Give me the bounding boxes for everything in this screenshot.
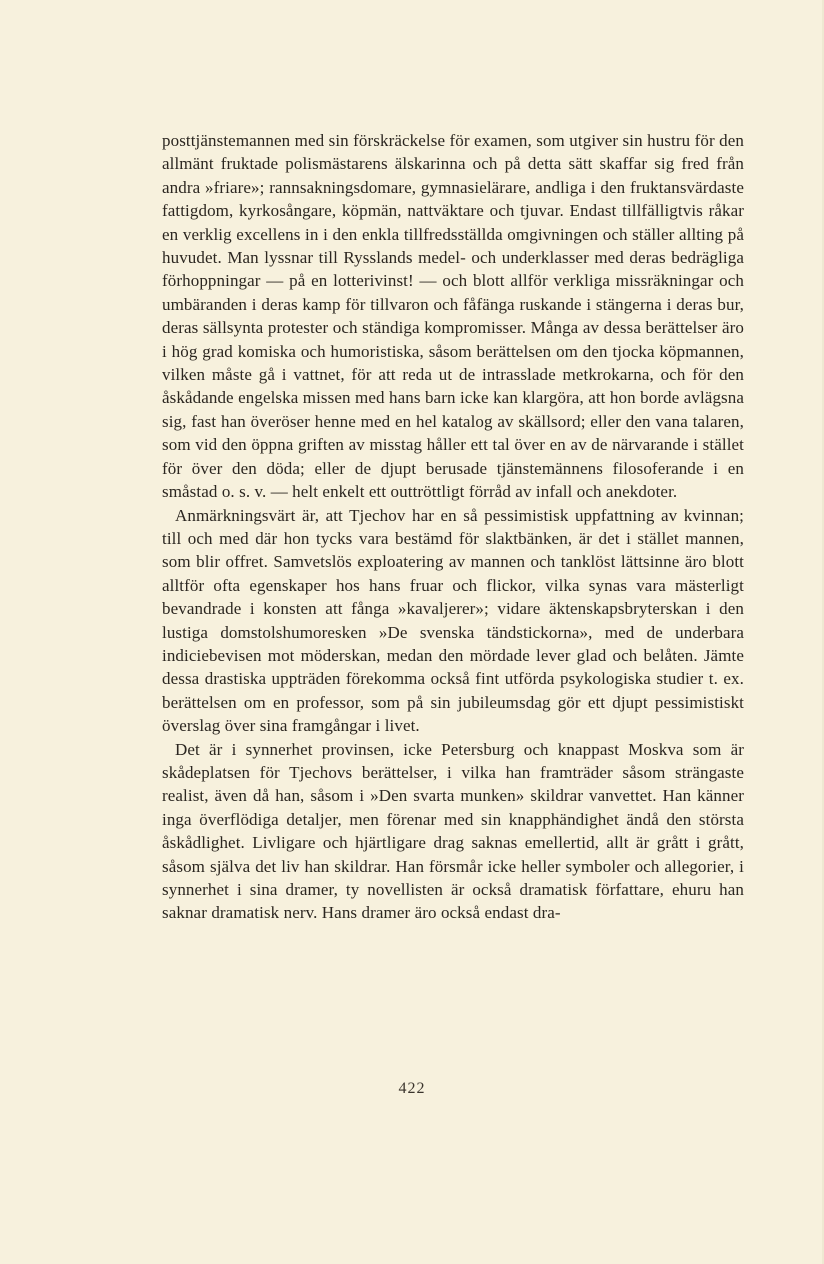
- paragraph-3: Det är i synnerhet provinsen, icke Petersburg och knappast Moskva som är skådeplatsen för Tjechovs berättelser, i vilka han framträder såsom strängaste realist, även då han, såsom i »Den svarta munken» skildrar vanvettet. Han känner inga överflödiga detaljer, men förenar med sin knapphändighet ändå den största åskådlighet. Livligare och hjärtligare drag saknas emellertid, allt är grått i grått, såsom själva det liv han skildrar. Han försmår icke heller symboler och allegorier, i synnerhet i sina dramer, ty novellisten är också dramatisk författare, ehuru han saknar dramatisk nerv. Hans dramer äro också endast dra-: [162, 739, 744, 923]
- body-text: [162, 129, 744, 925]
- paragraph-1: posttjänstemannen med sin förskräckelse för examen, som utgiver sin hustru för den allmänt fruktade polismästarens älskarinna och på detta sätt skaffar sig fred från andra »friare»; rannsakningsdomare, gymnasielärare, andliga i den fruktansvärdaste fattigdom, kyrkosångare, köpmän, nattväktare och tjuvar. Endast tillfälligtvis råkar en verklig excellens in i den enkla tillfredsställda omgivningen och ställer allting på huvudet. Man lyssnar till Rysslands medel- och underklasser med deras bedrägliga förhoppningar — på en lotterivinst! — och blott allför verkliga missräkningar och umbäranden i deras kamp för tillvaron och fåfänga ruskande i stängerna i deras bur, deras sällsynta protester och ständiga kompromisser. Många av dessa berättelser äro i hög grad komiska och humoristiska, såsom berättelsen om den tjocka köpmannen, vilken måste gå i vattnet, för att reda ut de intrasslade metkrokarna, och för den åskådande engelska missen med hans barn icke kan klargöra, att hon borde avlägsna sig, fast han överöser henne med en hel katalog av skällsord; eller den vana talaren, som vid den öppna griften av misstag håller ett tal över en av de närvarande i stället för över den döda; eller de djupt berusade tjänstemännens filosoferande i en småstad o. s. v. — helt enkelt ett outtröttligt förråd av infall och anekdoter.: [162, 131, 744, 502]
- page-number: 422: [398, 1080, 426, 1097]
- paragraph-2: Anmärkningsvärt är, att Tjechov har en så pessimistisk uppfattning av kvinnan; till och med där hon tycks vara bestämd för slaktbänken, är det i stället mannen, som blir offret. Samvetslös exploatering av mannen och tanklöst lättsinne äro blott alltför ofta egenskaper hos hans fruar och flickor, vilka synas vara mästerligt bevandrade i konsten att fånga »kavaljerer»; vidare äktenskapsbryterskan i den lustiga domstolshumoresken »De svenska tändstickorna», med de underbara indiciebevisen mot möderskan, medan den mördade lever glad och belåten. Jämte dessa drastiska uppträden förekomma också fint utförda psykologiska studier t. ex. berättelsen om en professor, som på sin jubileumsdag gör ett djupt pessimistiskt överslag över sina framgångar i livet.: [162, 505, 744, 736]
